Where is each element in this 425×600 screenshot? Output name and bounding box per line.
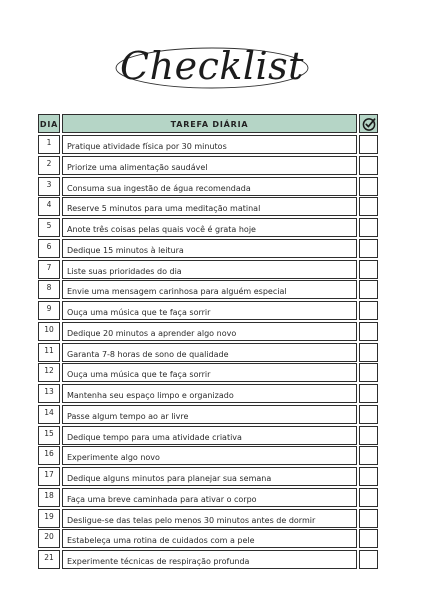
day-number: 20 bbox=[44, 532, 54, 542]
day-cell bbox=[38, 197, 60, 216]
table-row bbox=[38, 363, 380, 382]
day-cell bbox=[38, 177, 60, 196]
day-cell bbox=[38, 550, 60, 569]
task-cell bbox=[62, 405, 357, 424]
task-text: Priorize uma alimentação saudável bbox=[67, 162, 208, 172]
day-number: 19 bbox=[44, 511, 54, 521]
checkbox[interactable] bbox=[359, 550, 378, 569]
task-cell bbox=[62, 260, 357, 279]
day-cell bbox=[38, 426, 60, 445]
table-row bbox=[38, 467, 380, 486]
task-cell bbox=[62, 529, 357, 548]
day-number: 6 bbox=[46, 241, 52, 251]
table-row bbox=[38, 280, 380, 299]
task-cell bbox=[62, 156, 357, 175]
task-cell bbox=[62, 177, 357, 196]
header-day-label: DIA bbox=[39, 120, 59, 129]
checkbox[interactable] bbox=[359, 405, 378, 424]
task-text: Dedique 15 minutos à leitura bbox=[67, 245, 184, 255]
day-number: 13 bbox=[44, 387, 54, 397]
checkbox[interactable] bbox=[359, 488, 378, 507]
day-cell bbox=[38, 280, 60, 299]
table-row bbox=[38, 135, 380, 154]
check-circle-icon bbox=[362, 117, 376, 131]
day-number: 2 bbox=[46, 158, 52, 168]
checkbox[interactable] bbox=[359, 322, 378, 341]
day-number: 21 bbox=[44, 553, 54, 563]
day-number: 15 bbox=[44, 428, 54, 438]
checkbox[interactable] bbox=[359, 135, 378, 154]
day-number: 16 bbox=[44, 449, 54, 459]
task-text: Ouça uma música que te faça sorrir bbox=[67, 308, 211, 318]
task-cell bbox=[62, 218, 357, 237]
table-row bbox=[38, 239, 380, 258]
task-cell bbox=[62, 488, 357, 507]
table-row bbox=[38, 384, 380, 403]
checkbox[interactable] bbox=[359, 426, 378, 445]
day-cell bbox=[38, 156, 60, 175]
day-cell bbox=[38, 301, 60, 320]
day-cell bbox=[38, 218, 60, 237]
day-cell bbox=[38, 135, 60, 154]
task-cell bbox=[62, 446, 357, 465]
page-title: Checklist bbox=[120, 44, 304, 88]
checkbox[interactable] bbox=[359, 509, 378, 528]
day-cell bbox=[38, 488, 60, 507]
task-cell bbox=[62, 384, 357, 403]
table-row bbox=[38, 322, 380, 341]
checkbox[interactable] bbox=[359, 301, 378, 320]
day-cell bbox=[38, 467, 60, 486]
task-text: Liste suas prioridades do dia bbox=[67, 266, 182, 276]
checkbox[interactable] bbox=[359, 467, 378, 486]
task-text: Envie uma mensagem carinhosa para alguém especial bbox=[67, 287, 287, 297]
checkbox[interactable] bbox=[359, 280, 378, 299]
task-text: Dedique tempo para uma atividade criativa bbox=[67, 432, 242, 442]
task-text: Experimente técnicas de respiração profunda bbox=[67, 557, 250, 567]
checkbox[interactable] bbox=[359, 177, 378, 196]
day-number: 12 bbox=[44, 366, 54, 376]
checkbox[interactable] bbox=[359, 529, 378, 548]
title-block bbox=[112, 38, 312, 104]
day-cell bbox=[38, 446, 60, 465]
day-number: 18 bbox=[44, 490, 54, 500]
day-number: 1 bbox=[46, 138, 52, 147]
table-row bbox=[38, 509, 380, 528]
task-cell bbox=[62, 550, 357, 569]
task-text: Passe algum tempo ao ar livre bbox=[67, 411, 189, 421]
checkbox[interactable] bbox=[359, 384, 378, 403]
day-number: 9 bbox=[46, 304, 52, 314]
table-row bbox=[38, 197, 380, 216]
task-text: Consuma sua ingestão de água recomendada bbox=[67, 183, 251, 193]
task-text: Dedique 20 minutos a aprender algo novo bbox=[67, 328, 237, 338]
task-cell bbox=[62, 197, 357, 216]
header-day-cell bbox=[38, 114, 60, 133]
task-text: Pratique atividade física por 30 minutos bbox=[67, 142, 227, 151]
checkbox[interactable] bbox=[359, 343, 378, 362]
task-text: Faça uma breve caminhada para ativar o corpo bbox=[67, 494, 257, 504]
day-number: 5 bbox=[46, 221, 52, 231]
day-number: 11 bbox=[44, 345, 54, 355]
task-text: Experimente algo novo bbox=[67, 453, 160, 463]
day-cell bbox=[38, 405, 60, 424]
day-cell bbox=[38, 322, 60, 341]
checkbox[interactable] bbox=[359, 218, 378, 237]
day-number: 10 bbox=[44, 324, 54, 334]
day-cell bbox=[38, 384, 60, 403]
day-number: 7 bbox=[46, 262, 52, 272]
table-row bbox=[38, 260, 380, 279]
checkbox[interactable] bbox=[359, 156, 378, 175]
task-text: Dedique alguns minutos para planejar sua semana bbox=[67, 474, 272, 484]
table-row bbox=[38, 529, 380, 548]
day-cell bbox=[38, 343, 60, 362]
table-row bbox=[38, 177, 380, 196]
checkbox[interactable] bbox=[359, 446, 378, 465]
table-row bbox=[38, 405, 380, 424]
checkbox[interactable] bbox=[359, 363, 378, 382]
task-text: Mantenha seu espaço limpo e organizado bbox=[67, 391, 234, 401]
task-cell bbox=[62, 135, 357, 154]
day-number: 17 bbox=[44, 470, 54, 480]
table-row bbox=[38, 426, 380, 445]
checkbox[interactable] bbox=[359, 239, 378, 258]
task-text: Reserve 5 minutos para uma meditação matinal bbox=[67, 204, 261, 214]
task-cell bbox=[62, 301, 357, 320]
day-cell bbox=[38, 509, 60, 528]
task-text: Estabeleça uma rotina de cuidados com a pele bbox=[67, 536, 255, 546]
day-number: 4 bbox=[46, 200, 52, 210]
header-check-cell bbox=[359, 114, 378, 133]
task-text: Anote três coisas pelas quais você é grata hoje bbox=[67, 225, 256, 235]
task-cell bbox=[62, 343, 357, 362]
day-cell bbox=[38, 260, 60, 279]
task-cell bbox=[62, 426, 357, 445]
day-cell bbox=[38, 529, 60, 548]
table-row bbox=[38, 446, 380, 465]
task-cell bbox=[62, 467, 357, 486]
checkbox[interactable] bbox=[359, 197, 378, 216]
checkbox[interactable] bbox=[359, 260, 378, 279]
task-cell bbox=[62, 239, 357, 258]
table-row bbox=[38, 550, 380, 569]
task-cell bbox=[62, 322, 357, 341]
day-cell bbox=[38, 239, 60, 258]
task-cell bbox=[62, 363, 357, 382]
header-task-cell bbox=[62, 114, 357, 133]
task-cell bbox=[62, 509, 357, 528]
task-text: Desligue-se das telas pelo menos 30 minutos antes de dormir bbox=[67, 515, 316, 525]
task-text: Garanta 7-8 horas de sono de qualidade bbox=[67, 349, 229, 359]
table-row bbox=[38, 218, 380, 237]
task-cell bbox=[62, 280, 357, 299]
table-header-row bbox=[38, 114, 380, 133]
day-cell bbox=[38, 363, 60, 382]
table-row bbox=[38, 343, 380, 362]
day-number: 3 bbox=[46, 179, 52, 189]
table-row bbox=[38, 301, 380, 320]
header-task-label: TAREFA DIÁRIA bbox=[170, 120, 249, 129]
day-number: 14 bbox=[44, 407, 54, 417]
day-number: 8 bbox=[46, 283, 52, 293]
table-row bbox=[38, 488, 380, 507]
task-text: Ouça uma música que te faça sorrir bbox=[67, 370, 211, 380]
table-row bbox=[38, 156, 380, 175]
